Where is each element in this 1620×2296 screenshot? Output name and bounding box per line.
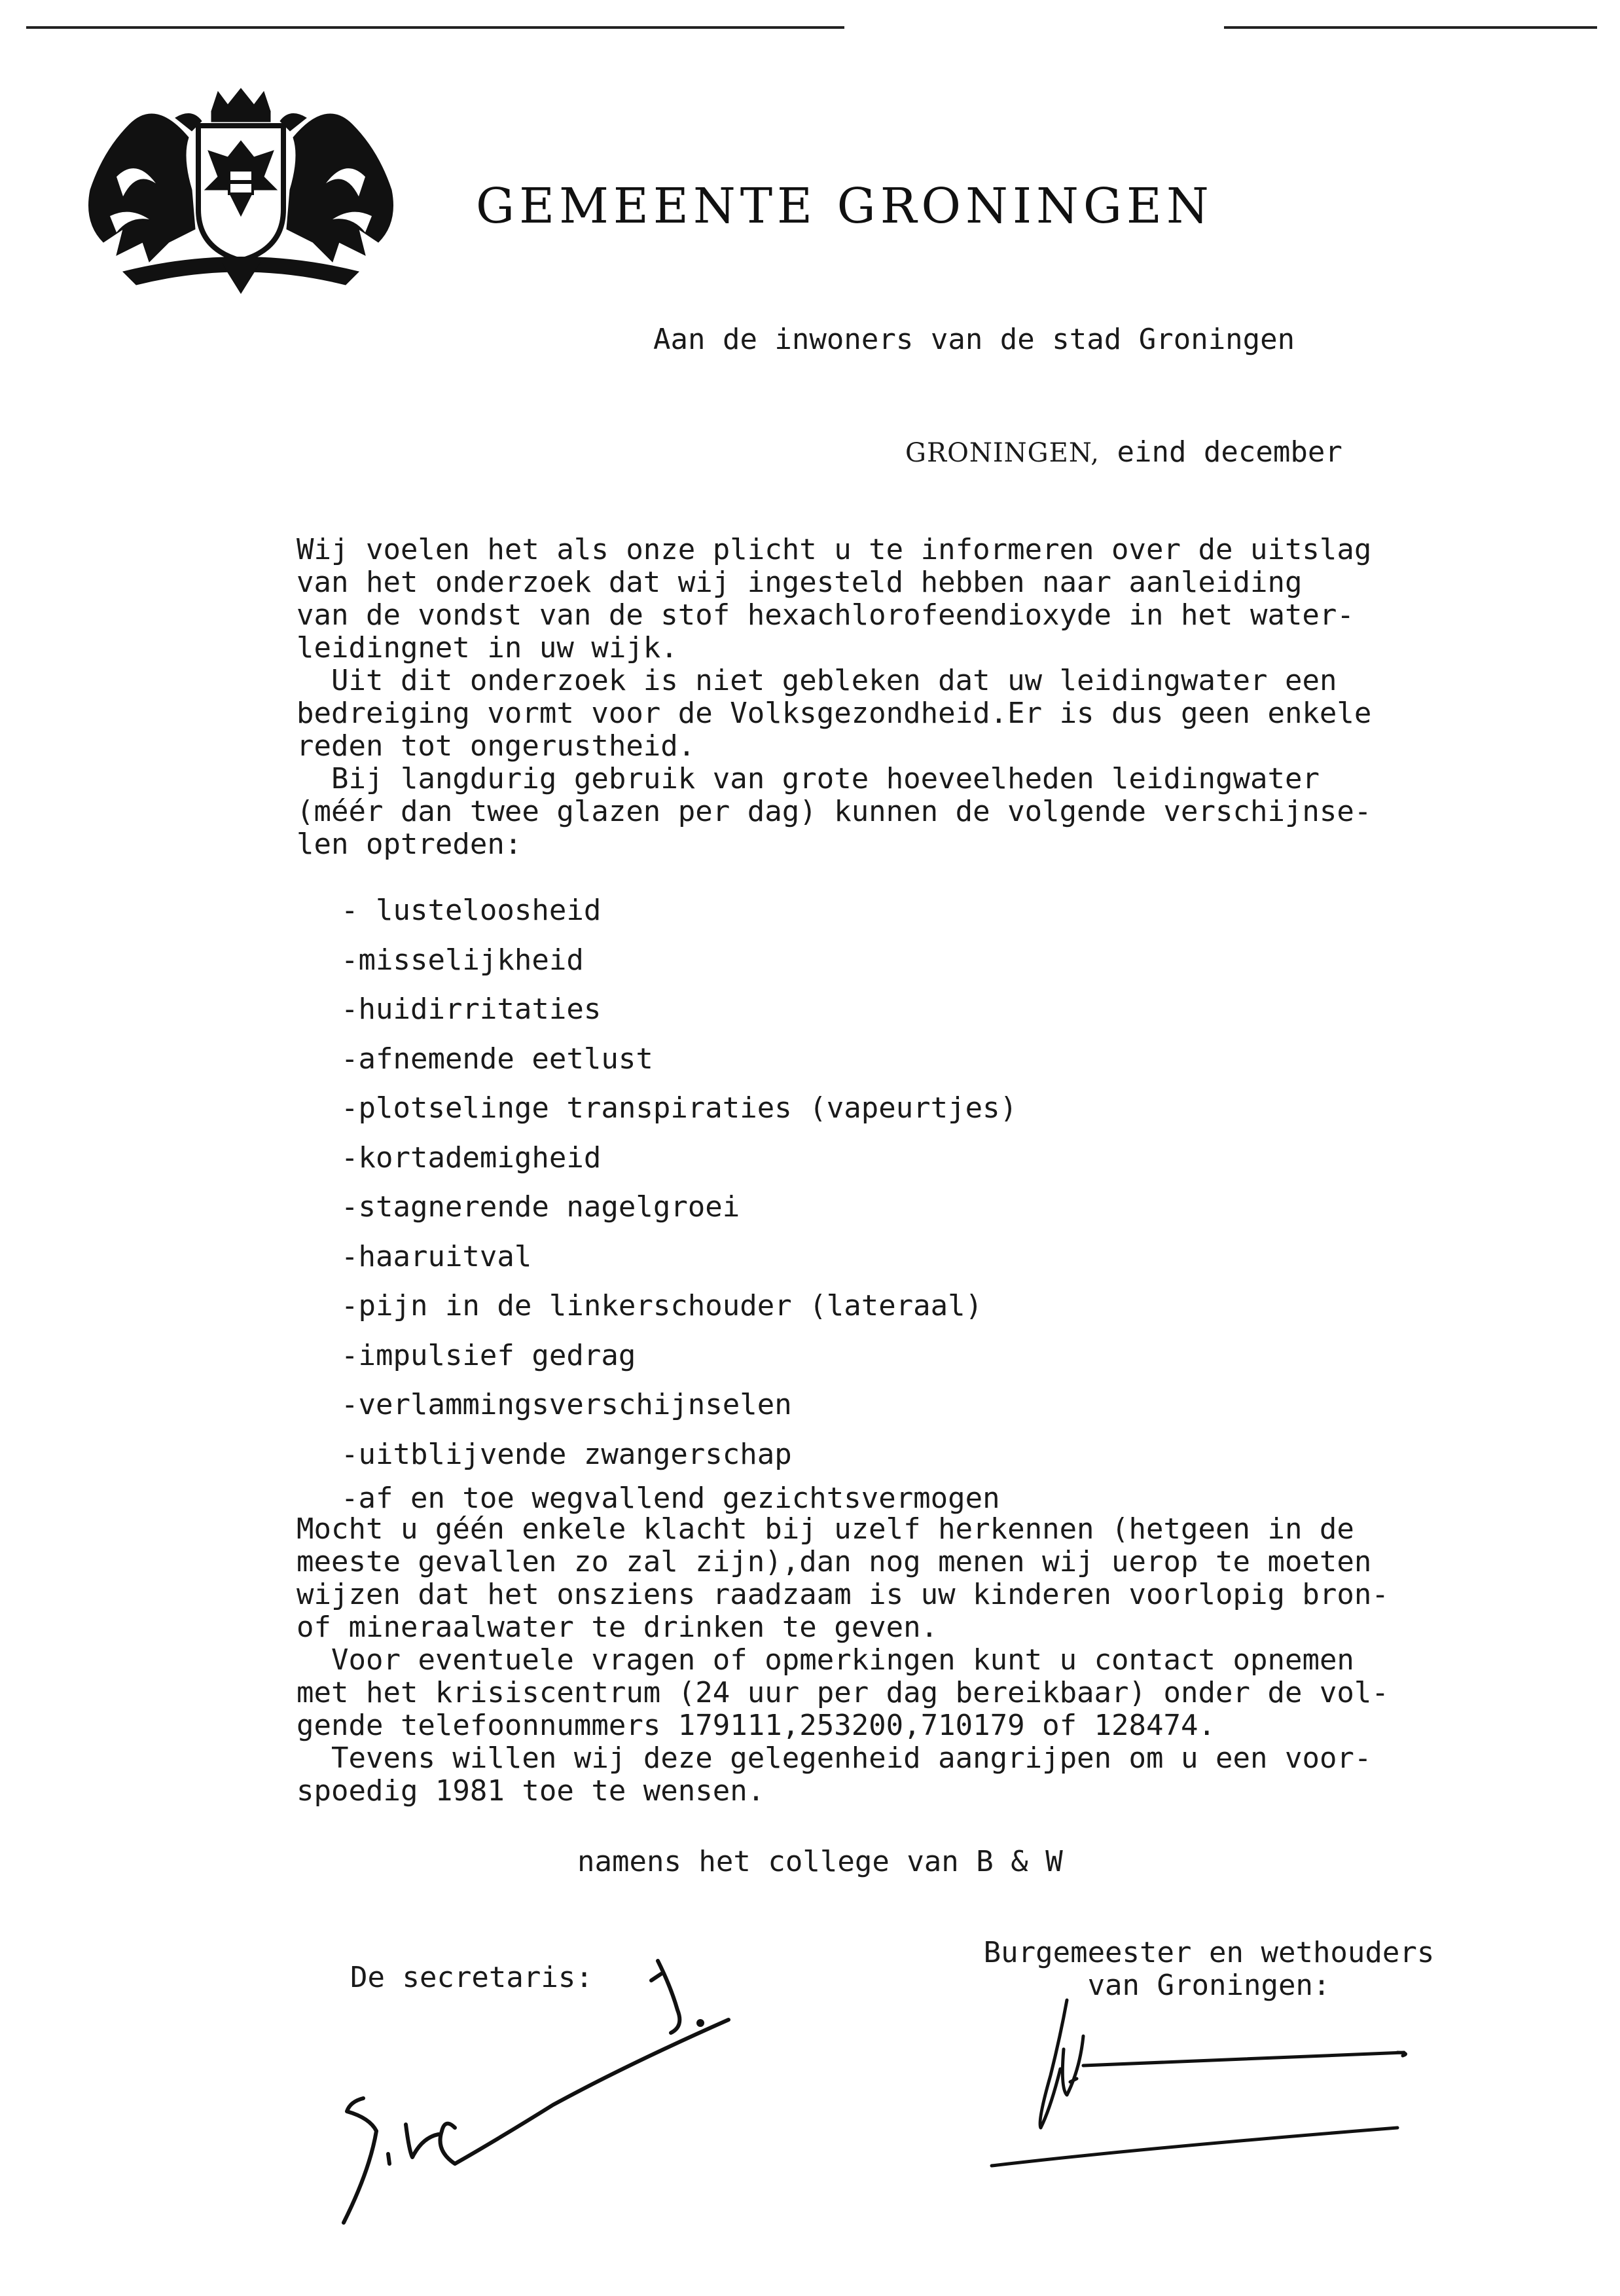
body-line: of mineraalwater te drinken te geven. bbox=[297, 1611, 939, 1644]
mayor-signature bbox=[952, 1997, 1443, 2193]
body-line: reden tot ongerustheid. bbox=[297, 729, 696, 763]
dateline-date: eind december bbox=[1117, 435, 1342, 469]
list-item: -af en toe wegvallend gezichtsvermogen bbox=[341, 1482, 1000, 1515]
body-line: Wij voelen het als onze plicht u te informeren over de uitslag bbox=[297, 533, 1372, 566]
body-line: Mocht u géén enkele klacht bij uzelf herkennen (hetgeen in de bbox=[297, 1512, 1354, 1546]
closing-line: namens het college van B & W bbox=[577, 1845, 1063, 1878]
municipality-title: GEMEENTE GRONINGEN bbox=[476, 178, 1214, 234]
body-line: spoedig 1981 toe te wensen. bbox=[297, 1774, 765, 1808]
dateline-place: GRONINGEN, bbox=[905, 438, 1100, 468]
body-line: Uit dit onderzoek is niet gebleken dat uw leidingwater een bbox=[331, 664, 1337, 697]
secretary-signature bbox=[331, 1954, 756, 2249]
body-line: van het onderzoek dat wij ingesteld hebben naar aanleiding bbox=[297, 566, 1303, 599]
mayor-label-line: Burgemeester en wethouders bbox=[983, 1936, 1435, 1969]
body-line: gende telefoonnummers 179111,253200,710179 of 128474. bbox=[297, 1709, 1215, 1742]
list-item: -stagnerende nagelgroei bbox=[341, 1190, 740, 1224]
body-line: (méér dan twee glazen per dag) kunnen de volgende verschijnse- bbox=[297, 795, 1372, 828]
list-item: -misselijkheid bbox=[341, 943, 584, 977]
body-line: Tevens willen wij deze gelegenheid aangrijpen om u een voor- bbox=[331, 1741, 1372, 1775]
list-item: -plotselinge transpiraties (vapeurtjes) bbox=[341, 1091, 1018, 1125]
list-item: -pijn in de linkerschouder (lateraal) bbox=[341, 1289, 983, 1322]
list-item: -afnemende eetlust bbox=[341, 1042, 653, 1076]
mayor-label-line: van Groningen: bbox=[1087, 1969, 1331, 2002]
secretary-label: De secretaris: bbox=[350, 1961, 593, 1994]
body-line: Voor eventuele vragen of opmerkingen kunt u contact opnemen bbox=[331, 1643, 1354, 1677]
symptom-list bbox=[297, 886, 1409, 1513]
addressee-line: Aan de inwoners van de stad Groningen bbox=[653, 323, 1295, 356]
top-rule-right bbox=[1224, 26, 1597, 29]
list-item: -uitblijvende zwangerschap bbox=[341, 1437, 792, 1471]
body-line: van de vondst van de stof hexachlorofeendioxyde in het water- bbox=[297, 598, 1354, 632]
mayor-label bbox=[980, 1937, 1438, 2002]
list-item: -impulsief gedrag bbox=[341, 1338, 636, 1372]
body-line: len optreden: bbox=[297, 828, 522, 861]
dateline bbox=[905, 435, 1342, 469]
body-line: meeste gevallen zo zal zijn),dan nog menen wij uerop te moeten bbox=[297, 1545, 1372, 1578]
body-line: bedreiging vormt voor de Volksgezondheid.Er is dus geen enkele bbox=[297, 697, 1372, 730]
list-item: -kortademigheid bbox=[341, 1140, 602, 1175]
body-line: Bij langdurig gebruik van grote hoeveelheden leidingwater bbox=[331, 762, 1320, 795]
body-line: met het krisiscentrum (24 uur per dag bereikbaar) onder de vol- bbox=[297, 1676, 1389, 1709]
list-item: -huidirritaties bbox=[341, 993, 602, 1026]
top-rule-left bbox=[26, 26, 844, 29]
body-line: leidingnet in uw wijk. bbox=[297, 631, 678, 665]
groningen-coat-of-arms-icon bbox=[77, 85, 405, 295]
letter-body bbox=[297, 534, 1409, 1808]
body-line: wijzen dat het onsziens raadzaam is uw kinderen voorlopig bron- bbox=[297, 1578, 1389, 1611]
list-item: -haaruitval bbox=[341, 1239, 532, 1273]
list-item: -verlammingsverschijnselen bbox=[341, 1388, 792, 1421]
list-item: - lusteloosheid bbox=[341, 894, 602, 927]
